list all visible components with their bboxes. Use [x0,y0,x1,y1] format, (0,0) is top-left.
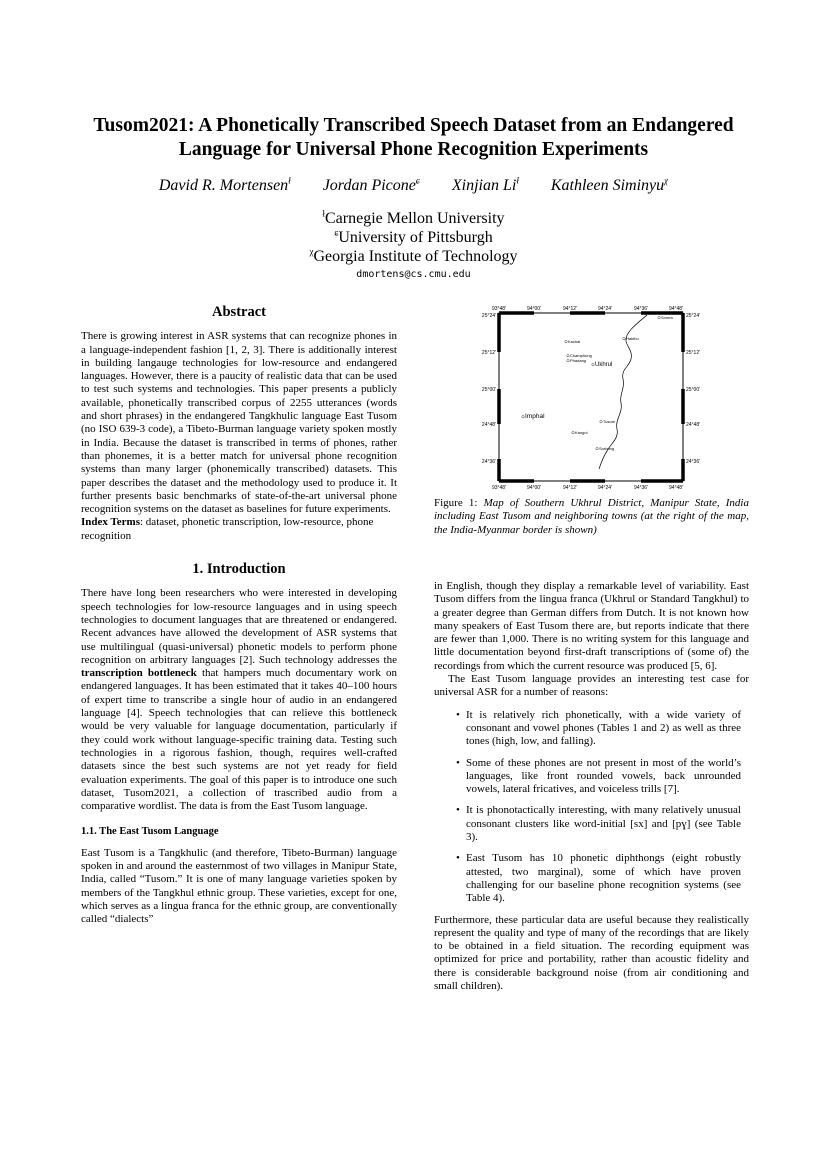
latitude-tick-label: 25°00' [481,387,496,393]
latitude-tick-label: 25°00' [686,387,701,393]
right-column [434,580,749,993]
place-label: Hakthu [626,336,639,341]
longitude-tick-label: 94°12' [562,485,578,491]
longitude-tick-label: 94°00' [526,485,542,491]
author-list [60,177,767,195]
section-heading-introduction: 1. Introduction [192,561,286,578]
affiliation: $^ɕ$University of Pittsburgh [334,227,493,246]
latitude-tick-label: 24°36' [686,459,701,465]
reasons-list [434,709,749,906]
place-label: Imphal [525,413,545,420]
longitude-tick-label: 94°12' [562,306,578,312]
latitude-tick-label: 25°24' [686,313,701,319]
abstract-text: There is growing interest in ASR systems that can recognize phones in a language-independent fashion [1, 2, 3]. There is additionally interest in building langauge technologies for low-resource and endangered languages. However, there is a paucity of realistic data that can be used to test such systems and technologies. This paper presents a publicly available, phonetically transcribed corpus of 2255 utterances (words and short phrases) in the endangered Tangkhulic language East Tusom (no ISO 639-3 code), a Tibeto-Burman language variety spoken mostly in India. Because the dataset is transcribed in terms of phones, rather than phonemes, it is a better match for universal phone recognition systems than many larger (phonemically transcribed) datasets. This paper describes the dataset and the methodology used to produce it. It further presents basic benchmarks of state-of-the-art universal phone recognition systems on the dataset as baselines for future experiments. [81,330,397,516]
affiliation-list [60,209,767,266]
place-label: Kachai [568,339,581,344]
reasons-intro-paragraph: The East Tusom language provides an interesting test case for universal ASR for a number of reasons: [434,673,749,699]
latitude-ticks-left [482,313,496,465]
longitude-tick-label: 93°48' [491,306,507,312]
subsection-heading: 1.1. The East Tusom Language [81,826,219,838]
index-terms: Index Terms: dataset, phonetic transcription, low-resource, phone recognition [81,516,374,542]
longitude-tick-label: 94°24' [597,306,613,312]
figure-caption: Figure 1: Map of Southern Ukhrul District, Manipur State, India including East Tusom and neighboring towns (at the right of the map, the India-Myanmar border is shown) [434,497,749,536]
list-item: • Some of these phones are not present in most of the world’s languages, like front rounded vowels, back unrounded vowels, lateral fricatives, and voiceless trills [7]. [456,756,741,796]
list-item: • It is phonotactically interesting, with many relatively unusual consonant clusters like word-initial [sx] and [pɣ] (see Table 3). [456,804,741,844]
author: Xinjian $Li^ł$ [451,175,519,194]
map-frame [499,313,683,481]
longitude-tick-label: 94°48' [668,306,684,312]
latitude-tick-label: 25°12' [481,350,496,356]
place-label: Kangoi [575,430,588,435]
intro-paragraph: There have long been researchers who were interested in developing speech technologies for low-resource languages and in using speech technologies to document languages that are threatened or endangered. Recent advances have allowed the development of ASR systems that use multilingual (quasi-universal) phonetic models to perform phone recognition on arbitrary languages [2]. Such technology addresses the transcription bottleneck that hampers much documentary work on endangered languages. It has been estimated that it takes 40–100 hours of expert time to transcribe a single hour of audio in an endangered language [4]. Speech technologies that can relieve this bottleneck would be very valuable for language documentation, particularly if they could work without language-specific training data. Testing such technologies in a rigorous fashion, though, requires well-crafted datasets since the best such systems are not yet ready for field evaluation experiments. The goal of this paper is to introduce one such dataset, Tusom2021, a collection of trascribed audio from a comparative wordlist. The data is from the East Tusom language. [81,587,397,813]
place-label: Ukhrul [595,362,613,368]
author: Jordan Picone$^ɕ$ [322,175,420,194]
list-item: • East Tusom has 10 phonetic diphthongs (eight robustly attested, two marginal), some of which have proven challenging for our baseline phone recognition systems (see Table 4). [456,852,741,905]
latitude-ticks-right [686,313,700,465]
place-label: Tusom [603,419,616,424]
author: Kathleen Siminyu$^\chi$ [550,175,669,194]
longitude-ticks-bottom [492,485,683,491]
place-label: Somra [661,315,673,320]
recording-paragraph: Furthermore, these particular data are useful because they realistically represent the quality and type of many of the recordings that are likely to be obtained in a field situation. The recording equipment was optimized for price and portability, rather than acoustic fidelity and there is considerable background noise (from air conditioning and small children). [434,913,749,993]
list-item: • It is relatively rich phonetically, with a wide variety of consonant and vowel phones (Tables 1 and 2) as well as three tones (high, low, and falling). [456,708,741,748]
abstract-heading: Abstract [212,304,266,320]
place-label: Champhung [570,353,592,358]
latitude-tick-label: 24°48' [686,422,701,428]
map-figure [475,303,707,491]
latitude-tick-label: 25°24' [481,313,496,319]
contact-email[interactable]: dmortens@cs.cmu.edu [356,269,471,280]
longitude-tick-label: 94°00' [526,306,542,312]
longitude-tick-label: 94°36' [633,306,649,312]
longitude-tick-label: 93°48' [491,485,507,491]
place-label: Sorbung [599,446,615,451]
latitude-tick-label: 24°48' [481,422,496,428]
place-label: Phadang [570,358,587,363]
title-line-1: Tusom2021: A Phonetically Transcribed Speech Dataset from an Endangered [93,115,734,136]
dialects-paragraph: in English, though they display a remarkable level of variability. East Tusom differs from the lingua franca (Ukhrul or Standard Tangkhul) to a greater degree than German differs from Dutch. It is not known how many speakers of East Tusom there are, but reports indicate that there are fewer than 1,000. There is no writing system for this language and little documentation beyond first-draft transcriptions of (some of) the recordings from which the current resource was produced [5, 6]. [434,580,749,672]
longitude-tick-label: 94°24' [597,485,613,491]
affiliation: $^ł$Carnegie Mellon University [322,208,505,227]
latitude-tick-label: 25°12' [686,350,701,356]
paper-title [60,114,767,162]
east-tusom-paragraph: East Tusom is a Tangkhulic (and therefore, Tibeto-Burman) language spoken in and around the easternmost of two villages in Manipur State, India, called “Tusom.” It is one of many language varieties spoken by members of the Tangkhul ethnic group. These varieties, except for one, which serves as a lingua franca for the ethnic group, are conventionally called “dialects” [81,846,397,926]
title-line-2: Language for Universal Phone Recognition Experiments [178,139,649,160]
latitude-tick-label: 24°36' [481,459,496,465]
affiliation: $^\chi$Georgia Institute of Technology [309,246,518,265]
longitude-tick-label: 94°48' [668,485,684,491]
left-column [81,306,397,926]
longitude-tick-label: 94°36' [633,485,649,491]
author: David R. Mortensen$^ł$ [158,175,291,194]
longitude-ticks-top [492,306,683,312]
